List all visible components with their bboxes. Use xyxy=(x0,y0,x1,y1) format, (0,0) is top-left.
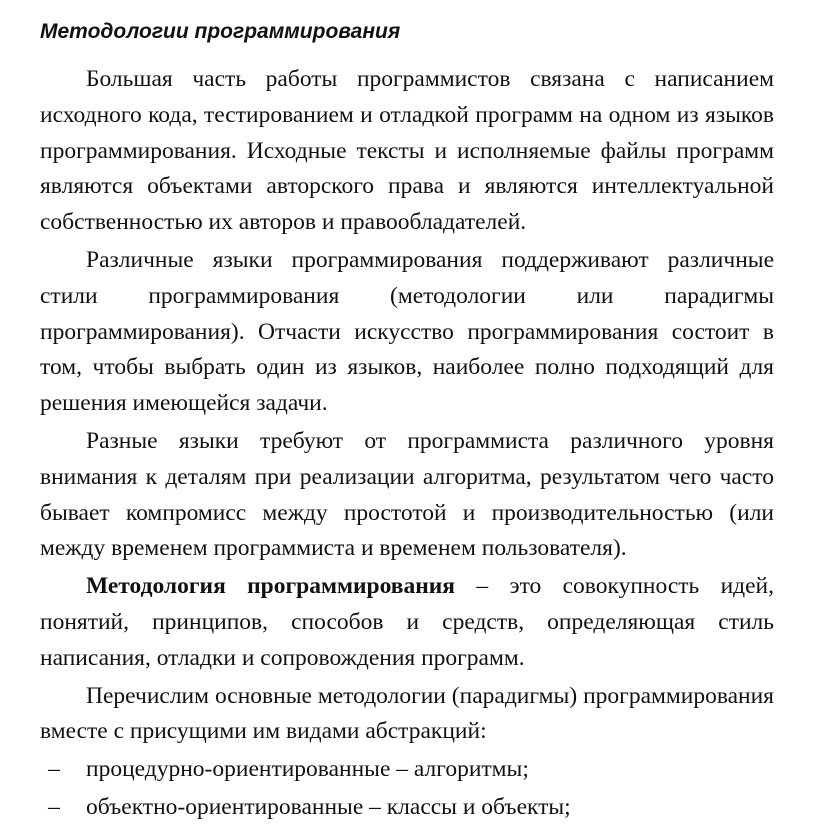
paragraph-4 xyxy=(40,569,774,676)
methodology-list xyxy=(40,752,774,826)
list-item-text: объектно-ориентированные – классы и объекты; xyxy=(86,793,571,820)
defined-term: Методология программирования xyxy=(86,573,456,600)
body-text xyxy=(40,62,774,826)
list-item-text: процедурно-ориентированные – алгоритмы; xyxy=(86,756,529,783)
definition-text: – это совокупность идей, понятий, принципов, способов и средств, определяющая стиль написания, отладки и сопровождения программ. xyxy=(40,573,774,671)
paragraph-2: Различные языки программирования поддерживают различные стили программирования (методологии или парадигмы программирования). Отчасти искусство программирования состоит в том, чтобы выбрать один из языков, наиболее полно подходящий для решения имеющейся задачи. xyxy=(40,246,774,417)
list-bullet: – xyxy=(48,793,60,820)
paragraph-5: Перечислим основные методологии (парадигмы) программирования вместе с присущими им видами абстракций: xyxy=(40,682,774,745)
list-bullet: – xyxy=(48,756,60,783)
paragraph-3: Разные языки требуют от программиста различного уровня внимания к деталям при реализации алгоритма, результатом чего часто бывает компромисс между простотой и производительностью (или между временем программиста и временем пользователя). xyxy=(40,427,774,562)
section-heading: Методологии программирования xyxy=(40,20,401,43)
paragraph-1: Большая часть работы программистов связана с написанием исходного кода, тестированием и отладкой программ на одном из языков программирования. Исходные тексты и исполняемые файлы программ являются объектами авторского права и являются интеллектуальной собственностью их авторов и правообладателей. xyxy=(40,66,774,236)
list-item xyxy=(40,790,774,826)
list-item xyxy=(40,752,774,788)
